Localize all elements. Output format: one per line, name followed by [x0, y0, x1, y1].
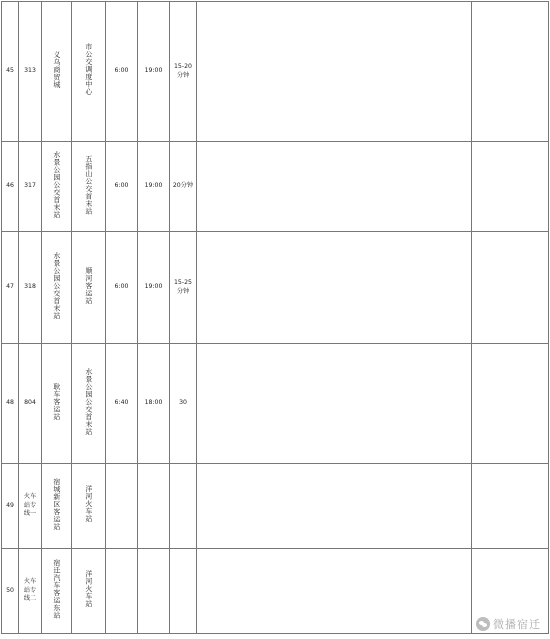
route-stops — [197, 142, 472, 232]
end-station: 洋河火车站 — [72, 464, 106, 549]
route-code: 804 — [19, 344, 42, 464]
roads-passed — [472, 2, 549, 142]
route-number: 47 — [2, 232, 19, 344]
route-number: 49 — [2, 464, 19, 549]
start-station: 义乌商贸城 — [42, 2, 72, 142]
last-bus-time — [138, 549, 170, 634]
table-row — [2, 142, 549, 232]
route-code: 313 — [19, 2, 42, 142]
departure-interval: 15-25分钟 — [170, 232, 197, 344]
table-row — [2, 344, 549, 464]
route-number: 46 — [2, 142, 19, 232]
route-code: 318 — [19, 232, 42, 344]
end-station: 水景公园公交首末站 — [72, 344, 106, 464]
route-number: 48 — [2, 344, 19, 464]
watermark-text: 微播宿迁 — [493, 618, 541, 631]
start-station: 耿车客运站 — [42, 344, 72, 464]
end-station: 市公交调度中心 — [72, 2, 106, 142]
watermark — [473, 615, 544, 633]
last-bus-time: 19:00 — [138, 142, 170, 232]
departure-interval — [170, 549, 197, 634]
roads-passed — [472, 344, 549, 464]
first-bus-time — [106, 549, 138, 634]
first-bus-time: 6:00 — [106, 2, 138, 142]
roads-passed — [472, 232, 549, 344]
bus-route-table — [1, 1, 549, 634]
end-station: 洋河火车站 — [72, 549, 106, 634]
route-number: 45 — [2, 2, 19, 142]
first-bus-time: 6:00 — [106, 142, 138, 232]
start-station: 水景公园公交首末站 — [42, 232, 72, 344]
wechat-icon — [476, 617, 490, 631]
last-bus-time: 19:00 — [138, 232, 170, 344]
route-stops — [197, 549, 472, 634]
start-station: 宿城新区客运站 — [42, 464, 72, 549]
departure-interval: 20分钟 — [170, 142, 197, 232]
route-number: 50 — [2, 549, 19, 634]
departure-interval: 30 — [170, 344, 197, 464]
departure-interval — [170, 464, 197, 549]
table-row — [2, 549, 549, 634]
route-stops — [197, 464, 472, 549]
last-bus-time: 19:00 — [138, 2, 170, 142]
roads-passed — [472, 464, 549, 549]
route-code: 火车站专线一 — [19, 464, 42, 549]
start-station: 水景公园公交首末站 — [42, 142, 72, 232]
route-stops — [197, 232, 472, 344]
route-code: 火车站专线二 — [19, 549, 42, 634]
first-bus-time: 6:00 — [106, 232, 138, 344]
first-bus-time — [106, 464, 138, 549]
first-bus-time: 6:40 — [106, 344, 138, 464]
last-bus-time: 18:00 — [138, 344, 170, 464]
end-station: 顺河客运站 — [72, 232, 106, 344]
start-station: 宿迁汽车客运东站 — [42, 549, 72, 634]
route-stops — [197, 2, 472, 142]
departure-interval: 15-20分钟 — [170, 2, 197, 142]
end-station: 五指山公交首末站 — [72, 142, 106, 232]
route-code: 317 — [19, 142, 42, 232]
table-row — [2, 232, 549, 344]
last-bus-time — [138, 464, 170, 549]
table-row — [2, 2, 549, 142]
route-stops — [197, 344, 472, 464]
table-row — [2, 464, 549, 549]
roads-passed — [472, 142, 549, 232]
